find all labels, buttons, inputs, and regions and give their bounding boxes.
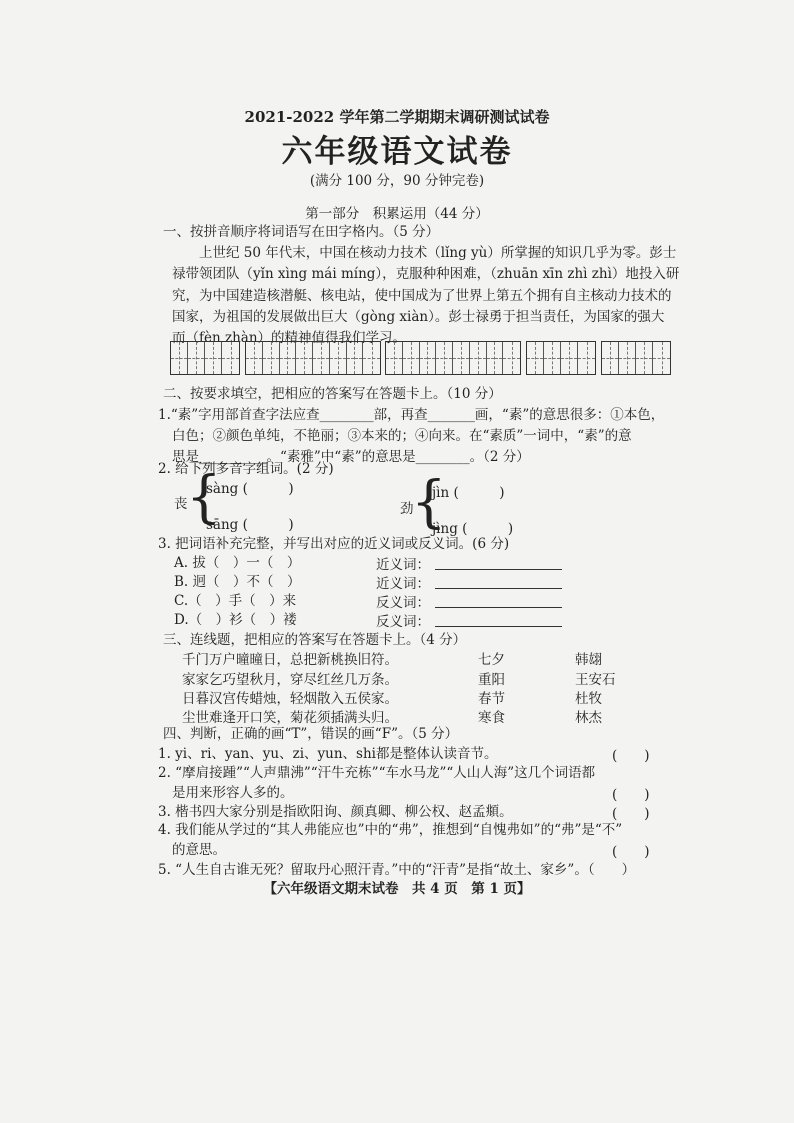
festival-option[interactable]: 寒食 [478, 710, 505, 726]
idiom-answer-type: 反义词： [376, 614, 430, 630]
idiom-answer-type: 近义词： [376, 557, 430, 573]
judge-answer-paren[interactable]: ( ) [612, 844, 650, 860]
answer-line[interactable] [435, 607, 562, 608]
festival-option[interactable]: 重阳 [478, 672, 505, 688]
tianzige-grid[interactable] [601, 341, 671, 375]
q2-heading: 二、按要求填空，把相应的答案写在答题卡上。（10 分） [163, 386, 502, 402]
poem-line[interactable]: 家家乞巧望秋月，穿尽红丝几万条。 [182, 672, 398, 688]
exam-term: 2021-2022 学年第二学期期末调研测试试卷 [244, 108, 550, 126]
festival-option[interactable]: 春节 [478, 691, 505, 707]
polyphone-char: 丧 [174, 496, 188, 512]
polyphone-word-field[interactable]: sāng ( ) [206, 517, 294, 533]
q2-item1-line: 1.“素”字用部首查字法应查________部，再查_______画，“素”的意思很多：①本色， [158, 407, 665, 423]
poem-line[interactable]: 千门万户曈曈日，总把新桃换旧符。 [182, 652, 398, 668]
page-footer: 【六年级语文期末试卷 共 4 页 第 1 页】 [263, 881, 531, 897]
q1-passage-line: 国家，为祖国的发展做出巨大（gòng xiàn）。彭士禄勇于担当责任，为国家的强大 [172, 309, 665, 325]
exam-note: (满分 100 分，90 分钟完卷) [309, 173, 485, 189]
answer-line[interactable] [435, 588, 562, 589]
judge-statement: 4. 我们能从学过的“其人弗能应也”中的“弗”，推想到“自愧弗如”的“弗”是“不” [158, 822, 623, 838]
poet-option[interactable]: 林杰 [575, 710, 602, 726]
q2-item2-title: 2. 给下列多音字组词。(2 分) [158, 461, 334, 477]
judge-statement: 5. “人生自古谁无死？留取丹心照汗青。”中的“汗青”是指“故土、家乡”。（ ） [158, 862, 636, 878]
part1-title: 第一部分 积累运用（44 分） [305, 206, 489, 222]
q1-passage-line: 禄带领团队（yǐn xìng mái míng），克服种种困难，（zhuān xīn zhì zhì）地投入研 [172, 266, 680, 282]
brace-icon: { [411, 470, 447, 535]
judge-statement: 3. 楷书四大家分别是指欧阳询、颜真卿、柳公权、赵孟頫。 [158, 804, 513, 820]
poet-option[interactable]: 王安石 [575, 672, 616, 688]
q1-passage-line: 究，为中国建造核潜艇、核电站，使中国成为了世界上第五个拥有自主核动力技术的 [172, 288, 672, 304]
judge-statement-cont: 是用来形容人多的。 [172, 785, 294, 801]
q2-item1-line: 思是__________。“素雅”中“素”的意思是________。（2 分） [172, 449, 530, 465]
festival-option[interactable]: 七夕 [478, 652, 505, 668]
tianzige-grid[interactable] [385, 341, 521, 375]
judge-statement-cont: 的意思。 [172, 842, 226, 858]
answer-line[interactable] [435, 626, 562, 627]
answer-line[interactable] [435, 569, 562, 570]
judge-statement: 2. “摩肩接踵”“人声鼎沸”“汗牛充栋”“车水马龙”“人山人海”这几个词语都 [158, 765, 596, 781]
idiom-item: D.（ ）衫（ ）褛 [174, 612, 297, 628]
judge-answer-paren[interactable]: ( ) [612, 748, 650, 764]
tianzige-grid[interactable] [526, 341, 596, 375]
judge-answer-paren[interactable]: ( ) [612, 787, 650, 803]
idiom-item: C.（ ）手（ ）来 [174, 593, 297, 609]
polyphone-word-field[interactable]: sàng ( ) [206, 481, 294, 497]
q2-item1-line: 白色；②颜色单纯，不艳丽；③本来的；④向来。在“素质”一词中，“素”的意 [172, 428, 632, 444]
q3-heading: 三、连线题，把相应的答案写在答题卡上。（4 分） [163, 632, 467, 648]
idiom-answer-type: 反义词： [376, 595, 430, 611]
poet-option[interactable]: 韩翃 [575, 652, 602, 668]
judge-answer-paren[interactable]: ( ) [612, 806, 650, 822]
polyphone-word-field[interactable]: jìng ( ) [432, 521, 514, 537]
poem-line[interactable]: 尘世难逢开口笑，菊花须插满头归。 [182, 710, 398, 726]
tianzige-grid[interactable] [170, 341, 240, 375]
q1-passage-line: 而（fèn zhàn）的精神值得我们学习。 [172, 330, 407, 346]
polyphone-char: 劲 [400, 501, 414, 517]
q4-heading: 四、判断，正确的画“T”，错误的画“F”。（5 分） [163, 726, 459, 742]
idiom-answer-type: 近义词： [376, 576, 430, 592]
brace-icon: { [186, 465, 222, 530]
page-title: 六年级语文试卷 [281, 134, 513, 170]
q2-item3-title: 3. 把词语补充完整，并写出对应的近义词或反义词。(6 分) [158, 536, 510, 552]
judge-statement: 1. yi、ri、yan、yu、zi、yun、shi都是整体认读音节。 [158, 746, 498, 762]
idiom-item: B. 迥（ ）不（ ） [174, 574, 301, 590]
q1-heading: 一、按拼音顺序将词语写在田字格内。（5 分） [163, 224, 440, 240]
q1-passage-line: 上世纪 50 年代末，中国在核动力技术（lǐng yù）所掌握的知识几乎为零。彭士 [172, 245, 677, 261]
tianzige-grid[interactable] [245, 341, 381, 375]
polyphone-word-field[interactable]: jìn ( ) [432, 485, 505, 501]
idiom-item: A. 拔（ ）一（ ） [174, 555, 301, 571]
poet-option[interactable]: 杜牧 [575, 691, 602, 707]
poem-line[interactable]: 日暮汉宫传蜡烛，轻烟散入五侯家。 [182, 691, 398, 707]
